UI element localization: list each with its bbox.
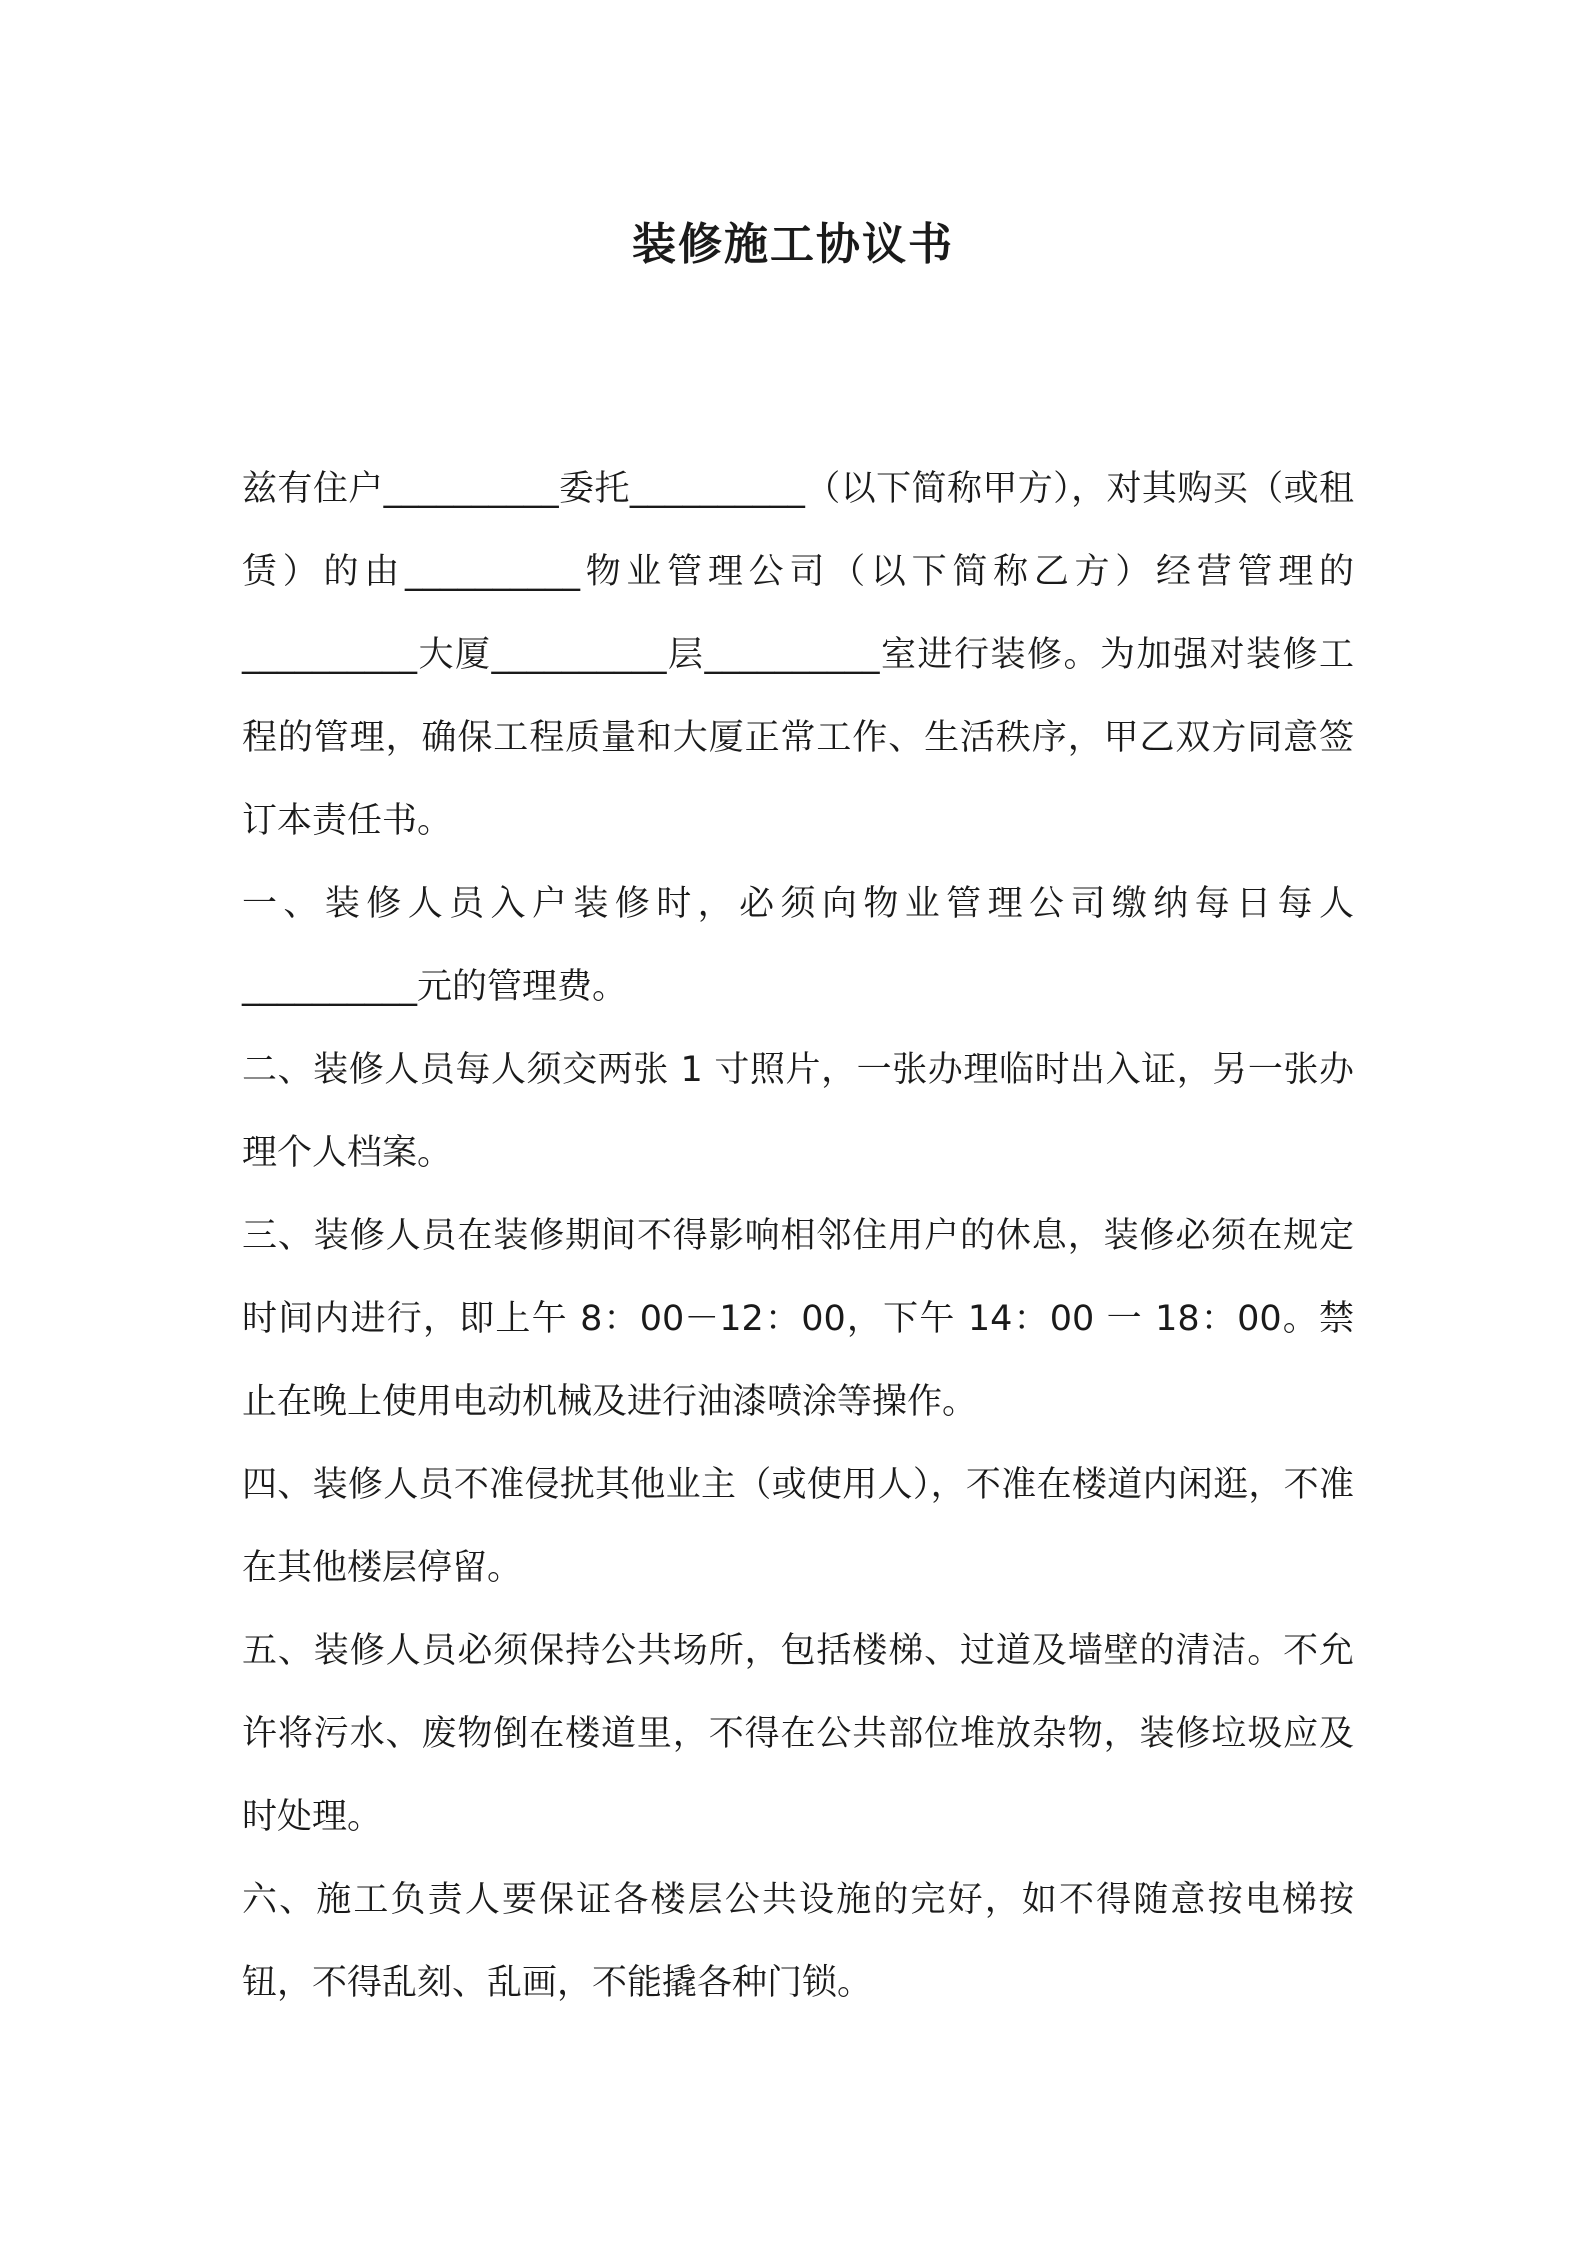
clause-6: 六、施工负责人要保证各楼层公共设施的完好，如不得随意按电梯按钮，不得乱刻、乱画，不能撬各种门锁。 [242, 1880, 1354, 2003]
clause-5: 五、装修人员必须保持公共场所，包括楼梯、过道及墙壁的清洁。不允许将污水、废物倒在楼道里，不得在公共部位堆放杂物，装修垃圾应及时处理。 [242, 1631, 1354, 1837]
clause-4: 四、装修人员不准侵扰其他业主（或使用人），不准在楼道内闲逛，不准在其他楼层停留。 [242, 1465, 1354, 1588]
document-title: 装修施工协议书 [632, 219, 954, 270]
intro-paragraph: 兹有住户__________委托__________（以下简称甲方），对其购买（或租赁）的由__________物业管理公司（以下简称乙方）经营管理的__________大厦__________层__________室进行装修。为加强对装修工程的管理，确保工程质量和大厦正常工作、生活秩序，甲乙双方同意签订本责任书。 [242, 469, 1354, 841]
clause-1: 一、装修人员入户装修时，必须向物业管理公司缴纳每日每人__________元的管理费。 [242, 884, 1354, 1007]
clause-2: 二、装修人员每人须交两张 1 寸照片，一张办理临时出入证，另一张办理个人档案。 [242, 1050, 1354, 1173]
clause-3: 三、装修人员在装修期间不得影响相邻住用户的休息，装修必须在规定时间内进行，即上午 8：00－12：00，下午 14：00 一 18：00。禁止在晚上使用电动机械及进行油漆喷涂等操作。 [242, 1216, 1354, 1422]
document-body [242, 448, 1354, 2025]
